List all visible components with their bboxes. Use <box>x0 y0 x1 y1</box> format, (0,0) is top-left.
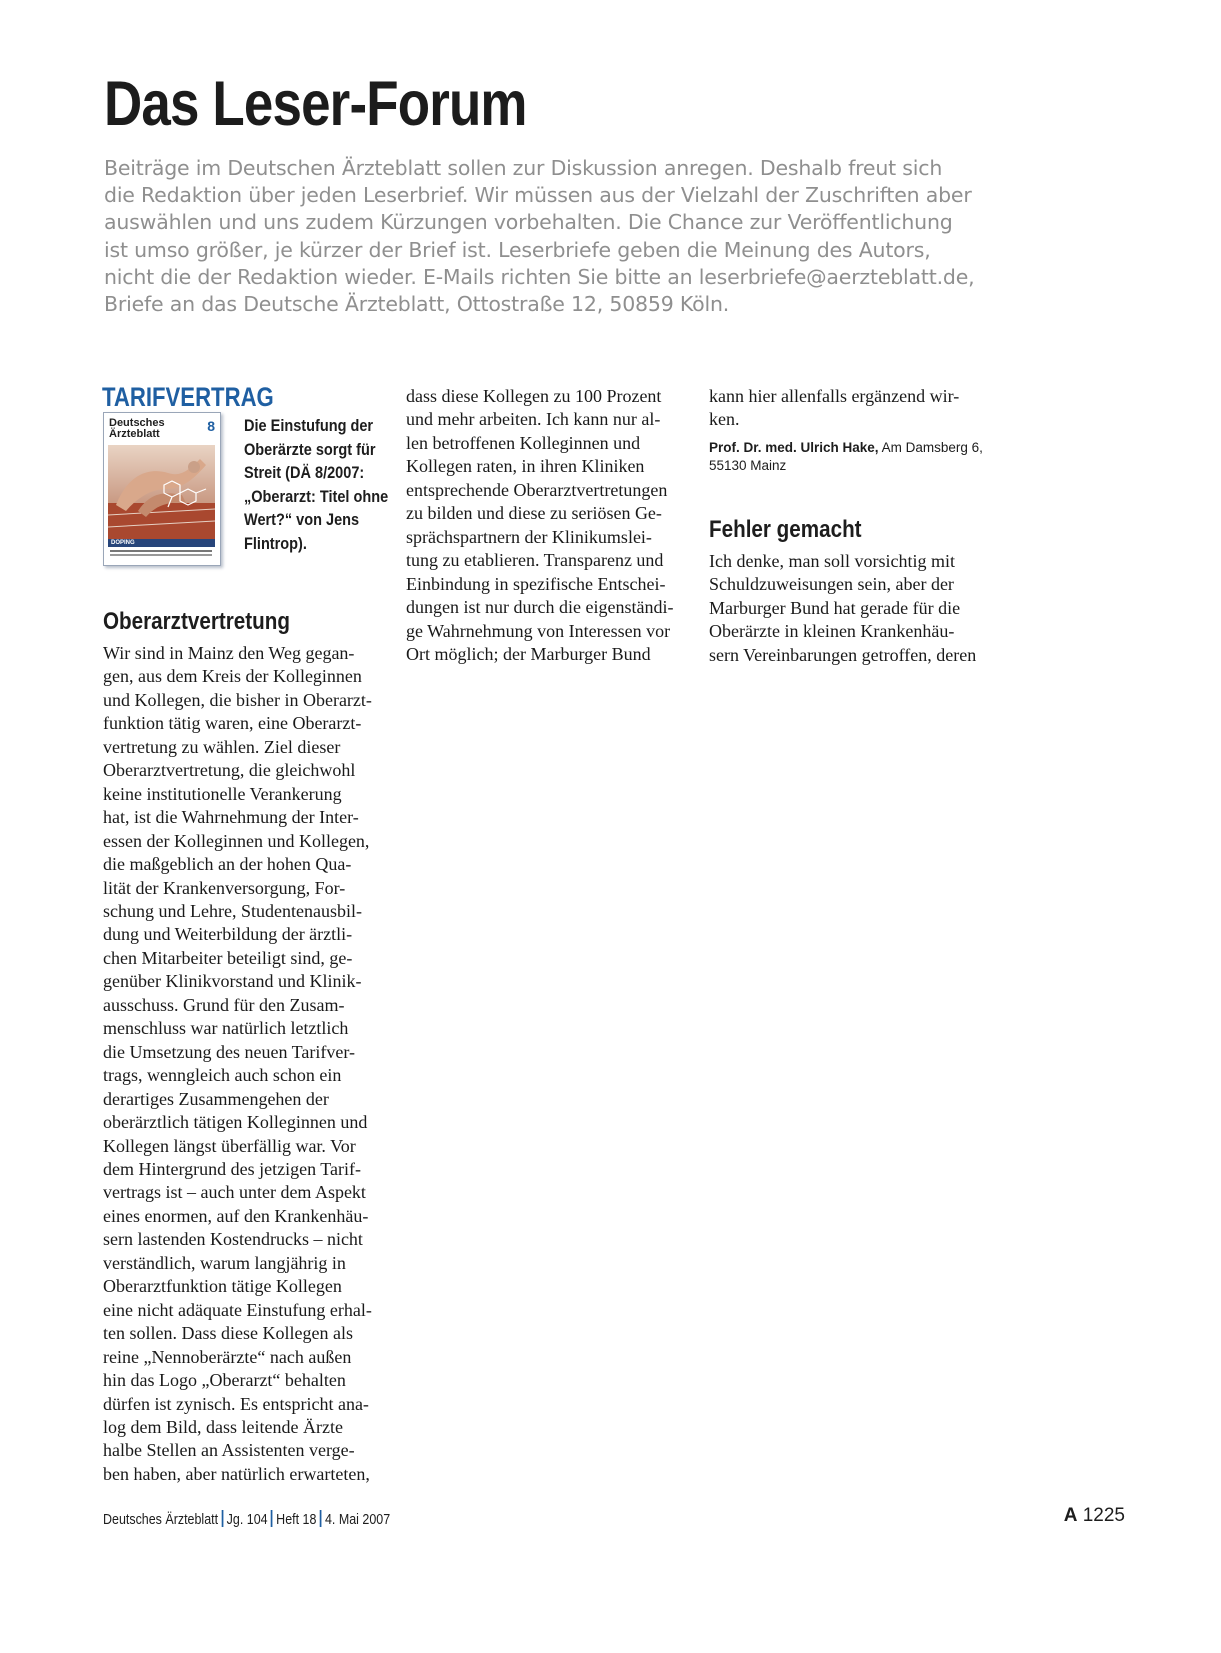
signature-line <box>709 439 983 457</box>
footer-issue: Heft 18 <box>276 1512 317 1528</box>
body-line: ge Wahrnehmung von Interessen vor <box>406 620 671 641</box>
body-line: vertretung zu wählen. Ziel dieser <box>103 736 341 757</box>
intro-line: Beiträge im Deutschen Ärzteblatt sollen zur Diskussion anregen. Deshalb freut sich <box>104 156 943 180</box>
body-line: ben haben, aber natürlich erwarteten, <box>103 1463 370 1484</box>
body-line: essen der Kolleginnen und Kollegen, <box>103 830 370 851</box>
body-line: dem Hintergrund des jetzigen Tarif- <box>103 1158 361 1179</box>
body-line: keine institutionelle Verankerung <box>103 783 342 804</box>
body-line: Schuldzuweisungen sein, aber der <box>709 574 954 595</box>
cover-issue-number: 8 <box>207 418 215 434</box>
body-line: sern lastenden Kostendrucks – nicht <box>103 1229 363 1250</box>
intro-line: die Redaktion über jeden Leserbrief. Wir müssen aus der Vielzahl der Zuschriften aber <box>104 183 972 208</box>
body-line: chen Mitarbeiter beteiligt sind, ge- <box>103 947 353 968</box>
page-footer <box>103 1510 390 1528</box>
letter1-signature <box>709 439 983 475</box>
body-line: schung und Lehre, Studentenausbil- <box>103 900 362 921</box>
body-line: Einbindung in spezifische Entschei- <box>406 573 666 594</box>
body-line: Ort möglich; der Marburger Bund <box>406 643 651 664</box>
body-line: log dem Bild, dass leitende Ärzte <box>103 1416 343 1437</box>
body-line: zu bilden und diese zu seriösen Ge- <box>406 503 662 524</box>
body-line: die Umsetzung des neuen Tarifver- <box>103 1041 355 1062</box>
page-number <box>1064 1505 1125 1527</box>
intro-paragraph <box>104 155 1004 318</box>
body-line: reine „Nennoberärzte“ nach außen <box>103 1346 352 1367</box>
body-line: verständlich, warum langjährig in <box>103 1252 346 1273</box>
cover-band-label: DOPING <box>111 540 135 546</box>
footer-separator <box>222 1510 224 1527</box>
caption-line: Wert?“ von Jens <box>244 511 360 529</box>
body-line: halbe Stellen an Assistenten verge- <box>103 1440 355 1461</box>
magazine-cover-thumbnail <box>103 412 221 566</box>
footer-volume: Jg. 104 <box>226 1512 268 1528</box>
caption-line: Die Einstufung der <box>244 417 374 435</box>
body-line: eine nicht adäquate Einstufung erhal- <box>103 1299 372 1320</box>
reference-caption <box>244 415 389 556</box>
body-line: hin das Logo „Oberarzt“ behalten <box>103 1370 346 1391</box>
body-line: eines enormen, auf den Krankenhäu- <box>103 1205 369 1226</box>
footer-separator <box>320 1510 322 1527</box>
footer-separator <box>271 1510 273 1527</box>
signature-name: Prof. Dr. med. Ulrich Hake, <box>709 440 879 455</box>
intro-line: nicht die der Redaktion wieder. E-Mails richten Sie bitte an leserbriefe@aerzteblatt.de, <box>104 264 975 289</box>
letter2-heading: Fehler gemacht <box>709 516 862 543</box>
body-line: genüber Klinikvorstand und Klinik- <box>103 971 362 992</box>
caption-line: „Oberarzt: Titel ohne <box>244 487 389 506</box>
body-line: len betroffenen Kolleginnen und <box>406 432 641 453</box>
body-line: vertrags ist – auch unter dem Aspekt <box>103 1182 366 1203</box>
body-line: dass diese Kollegen zu 100 Prozent <box>406 386 662 406</box>
letter2-column <box>709 550 976 667</box>
footer-journal: Deutsches Ärzteblatt <box>103 1512 219 1528</box>
body-line: ausschuss. Grund für den Zusam- <box>103 994 345 1015</box>
body-line: ken. <box>709 409 740 430</box>
caption-line: Flintrop). <box>244 534 307 553</box>
body-line: dung und Weiterbildung der ärztli- <box>103 924 353 945</box>
body-line: funktion tätig waren, eine Oberarzt- <box>103 713 362 734</box>
letter1-column1 <box>103 642 372 1486</box>
page-prefix: A <box>1063 1505 1078 1526</box>
letter1-column3 <box>709 385 959 432</box>
body-line: Wir sind in Mainz den Weg gegan- <box>103 643 355 663</box>
footer-date: 4. Mai 2007 <box>324 1512 391 1528</box>
intro-line: Briefe an das Deutsche Ärzteblatt, Ottostraße 12, 50859 Köln. <box>104 292 730 317</box>
body-line: derartiges Zusammengehen der <box>103 1088 329 1109</box>
caption-line: Oberärzte sorgt für <box>244 440 376 459</box>
body-line: dungen ist nur durch die eigenständi- <box>406 597 674 618</box>
signature-city: 55130 Mainz <box>709 458 787 473</box>
intro-line: auswählen und uns zudem Kürzungen vorbehalten. Die Chance zur Veröffentlichung <box>104 210 953 235</box>
caption-line: Streit (DÄ 8/2007: <box>244 464 365 482</box>
body-line: sern Vereinbarungen getroffen, deren <box>709 644 977 665</box>
signature-address: Am Damsberg 6, <box>878 440 983 455</box>
body-line: entsprechende Oberarztvertretungen <box>406 479 668 500</box>
page-title: Das Leser-Forum <box>104 69 527 139</box>
cover-photo-athletes <box>108 445 215 539</box>
cover-logo-line: Deutsches <box>109 417 165 429</box>
body-line: Marburger Bund hat gerade für die <box>709 597 961 618</box>
body-line: oberärztlich tätigen Kolleginnen und <box>103 1112 368 1133</box>
body-line: Oberärzte in kleinen Krankenhäu- <box>709 621 955 642</box>
body-line: die maßgeblich an der hohen Qua- <box>103 854 352 875</box>
body-line: sprächspartnern der Klinikumslei- <box>406 526 652 547</box>
letter1-column2 <box>406 385 673 666</box>
body-line: Oberarztvertretung, die gleichwohl <box>103 760 356 781</box>
body-line: dürfen ist zynisch. Es entspricht ana- <box>103 1393 369 1414</box>
letter1-heading: Oberarztvertretung <box>103 608 290 635</box>
body-line: Ich denke, man soll vorsichtig mit <box>709 551 955 571</box>
body-line: und mehr arbeiten. Ich kann nur al- <box>406 409 661 430</box>
body-line: trags, wenngleich auch schon ein <box>103 1065 342 1086</box>
cover-logo-line: Ärzteblatt <box>109 428 160 440</box>
cover-logo <box>109 418 165 440</box>
rubric-heading: TARIFVERTRAG <box>102 382 274 412</box>
page-number-value: 1225 <box>1082 1505 1125 1526</box>
body-line: und Kollegen, die bisher in Oberarzt- <box>103 689 372 710</box>
body-line: lität der Krankenversorgung, For- <box>103 877 346 898</box>
body-line: kann hier allenfalls ergänzend wir- <box>709 386 960 406</box>
body-line: menschluss war natürlich letztlich <box>103 1018 349 1039</box>
body-line: ten sollen. Dass diese Kollegen als <box>103 1323 353 1344</box>
intro-line: ist umso größer, je kürzer der Brief ist. Leserbriefe geben die Meinung des Autors, <box>104 237 931 262</box>
cover-title-band <box>108 539 215 547</box>
cover-text-lines <box>110 550 212 552</box>
body-line: gen, aus dem Kreis der Kolleginnen <box>103 666 362 687</box>
body-line: Kollegen längst überfällig war. Vor <box>103 1135 356 1156</box>
body-line: Kollegen raten, in ihren Kliniken <box>406 456 645 477</box>
body-line: Oberarztfunktion tätige Kollegen <box>103 1276 342 1297</box>
body-line: hat, ist die Wahrnehmung der Inter- <box>103 807 359 828</box>
body-line: tung zu etablieren. Transparenz und <box>406 550 664 571</box>
